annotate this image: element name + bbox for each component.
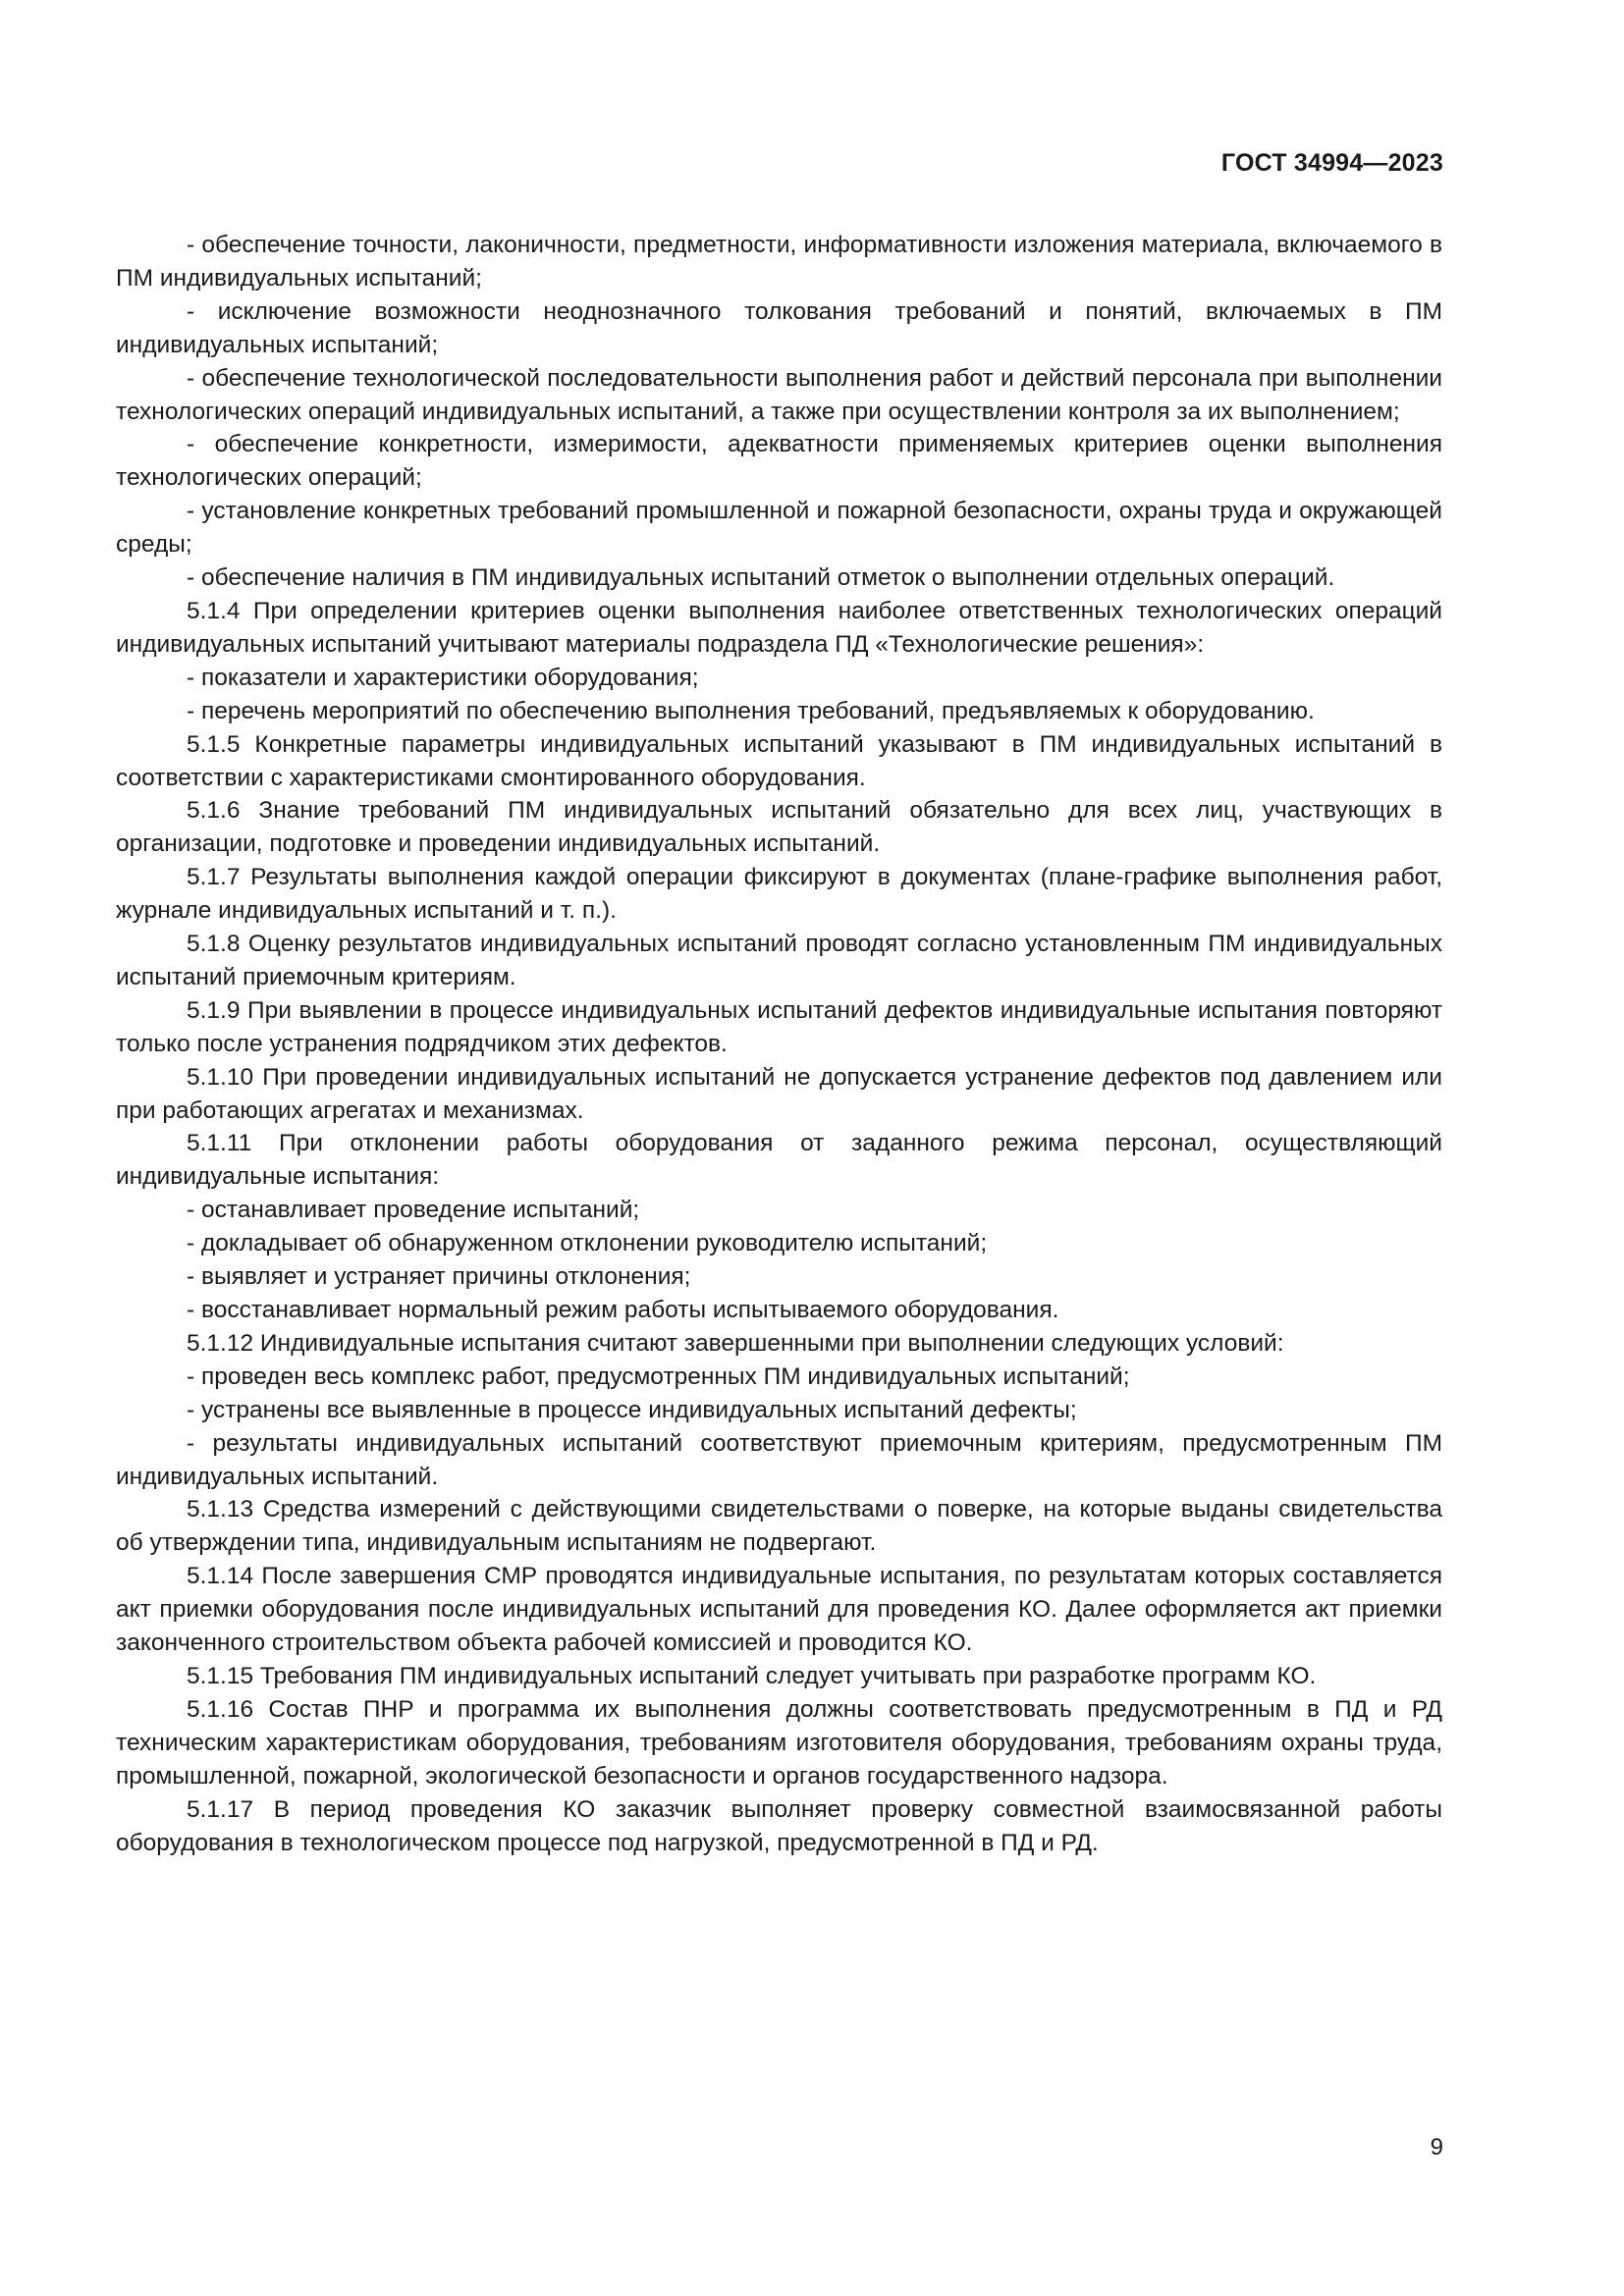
list-item: - обеспечение точности, лаконичности, предметности, информативности изложения материала, включаемого в ПМ индивидуальных испытаний; xyxy=(116,232,1442,292)
page-number: 9 xyxy=(1430,2134,1443,2161)
clause-5-1-12: 5.1.12 Индивидуальные испытания считают завершенными при выполнении следующих условий: xyxy=(187,1329,1284,1357)
list-item: - выявляет и устраняет причины отклонения; xyxy=(187,1263,691,1291)
clause-5-1-9: 5.1.9 При выявлении в процессе индивидуальных испытаний дефектов индивидуальные испытания повторяют только после устранения подрядчиком этих дефектов. xyxy=(116,996,1442,1057)
document-body xyxy=(116,229,1442,1859)
clause-5-1-16: 5.1.16 Состав ПНР и программа их выполнения должны соответствовать предусмотренным в ПД и РД техническим характеристикам оборудования, требованиям изготовителя оборудования, требованиям охраны труда, промышленной, пожарной, экологической безопасности и органов государственного надзора. xyxy=(116,1695,1442,1789)
clause-5-1-14: 5.1.14 После завершения СМР проводятся индивидуальные испытания, по результатам которых составляется акт приемки оборудования после индивидуальных испытаний для проведения КО. Далее оформляется акт приемки законченного строительством объекта рабочей комиссией и проводится КО. xyxy=(116,1563,1442,1657)
clause-5-1-17: 5.1.17 В период проведения КО заказчик выполняет проверку совместной взаимосвязанной работы оборудования в технологическом процессе под нагрузкой, предусмотренной в ПД и РД. xyxy=(116,1795,1442,1856)
list-item: - перечень мероприятий по обеспечению выполнения требований, предъявляемых к оборудованию. xyxy=(187,697,1315,724)
clause-5-1-7: 5.1.7 Результаты выполнения каждой операции фиксируют в документах (плане-графике выполнения работ, журнале индивидуальных испытаний и т. п.). xyxy=(116,864,1442,925)
document-header: ГОСТ 34994—2023 xyxy=(1220,149,1443,177)
clause-5-1-15: 5.1.15 Требования ПМ индивидуальных испытаний следует учитывать при разработке программ КО. xyxy=(187,1662,1317,1689)
list-item: - восстанавливает нормальный режим работы испытываемого оборудования. xyxy=(187,1297,1059,1323)
clause-5-1-10: 5.1.10 При проведении индивидуальных испытаний не допускается устранение дефектов под давлением или при работающих агрегатах и механизмах. xyxy=(116,1063,1442,1124)
clause-5-1-4: 5.1.4 При определении критериев оценки выполнения наиболее ответственных технологических операций индивидуальных испытаний учитывают материалы подраздела ПД «Технологические решения»: xyxy=(116,597,1442,658)
clause-5-1-13: 5.1.13 Средства измерений с действующими свидетельствами о поверке, на которые выданы свидетельства об утверждении типа, индивидуальным испытаниям не подвергают. xyxy=(116,1496,1442,1557)
clause-5-1-5: 5.1.5 Конкретные параметры индивидуальных испытаний указывают в ПМ индивидуальных испытаний в соответствии с характеристиками смонтированного оборудования. xyxy=(116,730,1442,791)
clause-5-1-8: 5.1.8 Оценку результатов индивидуальных испытаний проводят согласно установленным ПМ индивидуальных испытаний приемочным критериям. xyxy=(116,931,1442,990)
clause-5-1-6: 5.1.6 Знание требований ПМ индивидуальных испытаний обязательно для всех лиц, участвующих в организации, подготовке и проведении индивидуальных испытаний. xyxy=(116,797,1442,858)
list-item: - устранены все выявленные в процессе индивидуальных испытаний дефекты; xyxy=(187,1396,1077,1423)
list-item: - обеспечение конкретности, измеримости, адекватности применяемых критериев оценки выполнения технологических операций; xyxy=(116,431,1442,492)
list-item: - установление конкретных требований промышленной и пожарной безопасности, охраны труда и окружающей среды; xyxy=(116,498,1442,559)
list-item: - показатели и характеристики оборудования; xyxy=(187,664,699,691)
list-item: - обеспечение наличия в ПМ индивидуальных испытаний отметок о выполнении отдельных операций. xyxy=(187,564,1335,592)
list-item: - докладывает об обнаруженном отклонении руководителю испытаний; xyxy=(187,1230,988,1257)
list-item: - останавливает проведение испытаний; xyxy=(187,1197,640,1224)
list-item: - обеспечение технологической последовательности выполнения работ и действий персонала при выполнении технологических операций индивидуальных испытаний, а также при осуществлении контроля за их выполнением; xyxy=(116,364,1442,425)
list-item: - проведен весь комплекс работ, предусмотренных ПМ индивидуальных испытаний; xyxy=(187,1362,1130,1390)
clause-5-1-11: 5.1.11 При отклонении работы оборудования от заданного режима персонал, осуществляющий индивидуальные испытания: xyxy=(116,1130,1442,1191)
list-item: - результаты индивидуальных испытаний соответствуют приемочным критериям, предусмотренным ПМ индивидуальных испытаний. xyxy=(116,1429,1442,1490)
list-item: - исключение возможности неоднозначного толкования требований и понятий, включаемых в ПМ индивидуальных испытаний; xyxy=(116,297,1442,358)
